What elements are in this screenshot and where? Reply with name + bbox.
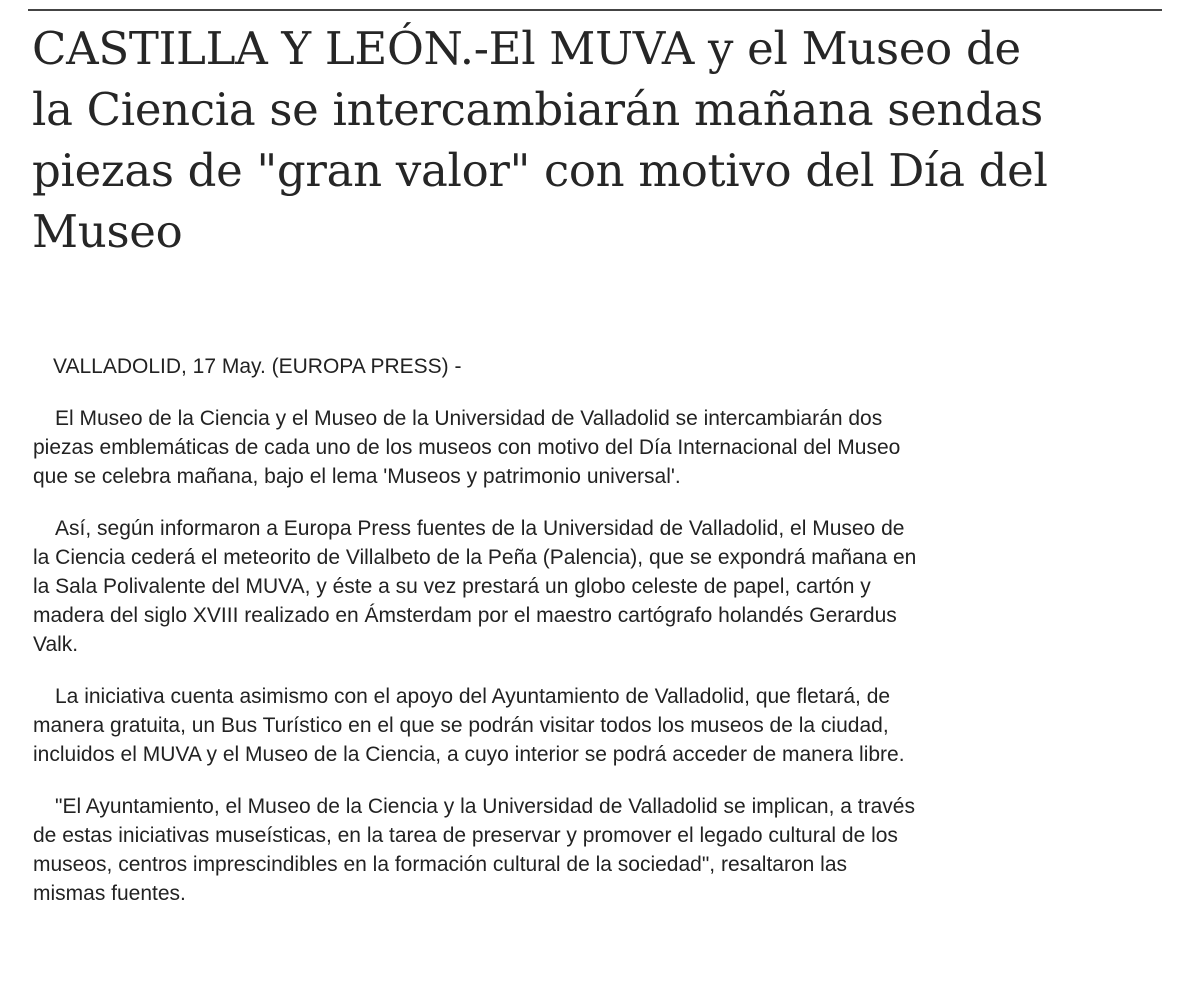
paragraph-line: de estas iniciativas museísticas, en la tarea de preservar y promover el legado cultural de los <box>33 824 898 847</box>
paragraph-line: madera del siglo XVIII realizado en Ámsterdam por el maestro cartógrafo holandés Gerardus <box>33 604 897 627</box>
paragraph-line: Valk. <box>33 633 79 656</box>
paragraph-line: la Ciencia cederá el meteorito de Villalbeto de la Peña (Palencia), que se expondrá mañana en <box>33 546 917 569</box>
headline-line: la Ciencia se intercambiarán mañana sendas <box>32 83 1043 136</box>
paragraph-line: incluidos el MUVA y el Museo de la Ciencia, a cuyo interior se podrá acceder de manera libre. <box>33 743 905 766</box>
dateline: VALLADOLID, 17 May. (EUROPA PRESS) - <box>53 355 462 378</box>
paragraph-line: El Museo de la Ciencia y el Museo de la Universidad de Valladolid se intercambiarán dos <box>55 407 883 430</box>
headline-line: CASTILLA Y LEÓN.-El MUVA y el Museo de <box>32 22 1021 75</box>
paragraph-line: que se celebra mañana, bajo el lema 'Museos y patrimonio universal'. <box>33 465 681 488</box>
article-body <box>33 352 1163 931</box>
paragraph-3 <box>33 682 1163 769</box>
paragraph-line: piezas emblemáticas de cada uno de los museos con motivo del Día Internacional del Museo <box>33 436 901 459</box>
paragraph-line: La iniciativa cuenta asimismo con el apoyo del Ayuntamiento de Valladolid, que fletará, de <box>55 685 891 708</box>
paragraph-line: la Sala Polivalente del MUVA, y éste a su vez prestará un globo celeste de papel, cartón y <box>33 575 871 598</box>
headline-line: Museo <box>32 205 183 258</box>
paragraph-line: mismas fuentes. <box>33 882 186 905</box>
paragraph-4 <box>33 792 1163 908</box>
paragraph-1 <box>33 404 1163 491</box>
headline <box>32 18 1152 262</box>
paragraph-line: manera gratuita, un Bus Turístico en el que se podrán visitar todos los museos de la ciudad, <box>33 714 889 737</box>
top-rule <box>28 9 1162 11</box>
paragraph-line: museos, centros imprescindibles en la formación cultural de la sociedad", resaltaron las <box>33 853 848 876</box>
headline-line: piezas de "gran valor" con motivo del Día del <box>32 144 1048 197</box>
paragraph-2 <box>33 514 1163 659</box>
paragraph-line: Así, según informaron a Europa Press fuentes de la Universidad de Valladolid, el Museo de <box>55 517 905 540</box>
paragraph-line: "El Ayuntamiento, el Museo de la Ciencia y la Universidad de Valladolid se implican, a través <box>55 795 915 818</box>
